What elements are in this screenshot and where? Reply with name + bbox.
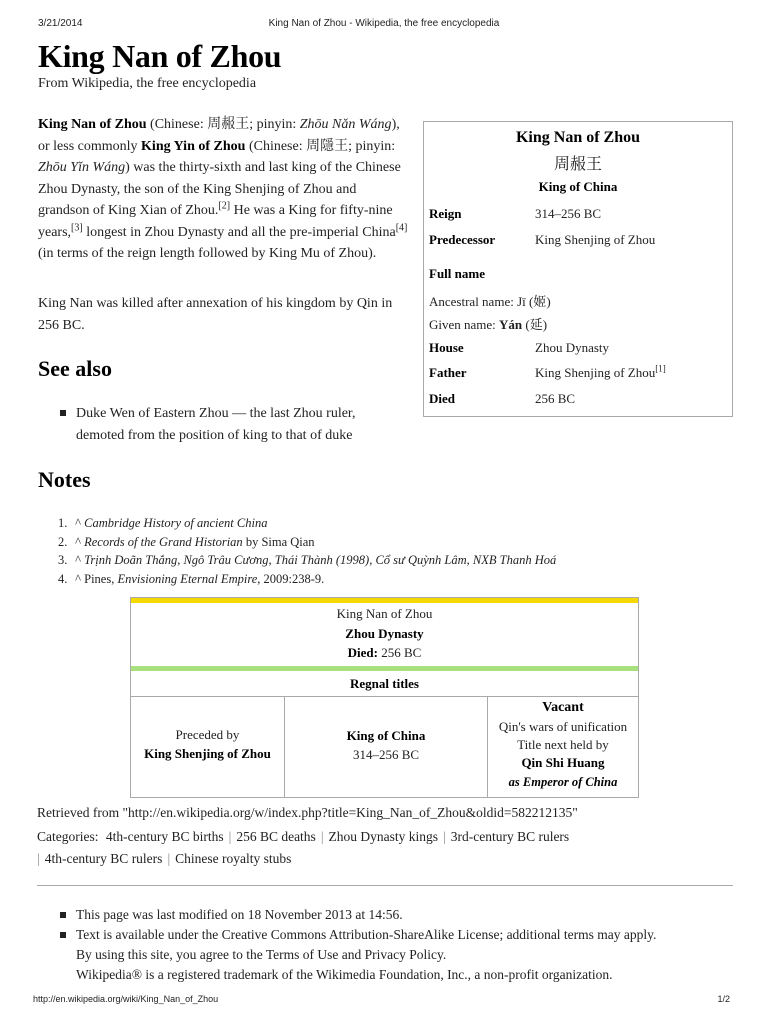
- infobox-row-house: [429, 340, 727, 360]
- intro-paragraph-2: King Nan was killed after annexation of his kingdom by Qin in 256 BC.: [38, 296, 393, 333]
- infobox-row-died: [429, 391, 727, 411]
- category-separator: |: [320, 829, 324, 844]
- note-text: Pines,: [84, 571, 118, 586]
- note-backlink[interactable]: ^: [75, 553, 81, 567]
- infobox-value-link[interactable]: King Shenjing of Zhou: [535, 365, 656, 380]
- terms-text: By using this site, you agree to the Terms of Use and Privacy Policy.: [76, 947, 447, 962]
- categories-label[interactable]: Categories:: [37, 829, 99, 844]
- citation-link[interactable]: [2]: [218, 200, 231, 212]
- note-text[interactable]: Records of the Grand Historian: [84, 534, 243, 549]
- see-also-heading: See also: [38, 356, 112, 381]
- succession-header-bar: [131, 598, 638, 603]
- infobox-row-reign: [429, 206, 727, 226]
- succession-succeeded-cell: [488, 697, 638, 797]
- intro-text: (in terms of the reign length followed by King Mu of Zhou).: [38, 246, 377, 261]
- category-link[interactable]: 256 BC deaths: [236, 829, 316, 844]
- note-backlink[interactable]: ^: [75, 516, 81, 530]
- note-text: Trịnh Doãn Thắng, Ngô Trâu Cương, Thái Thành (1998), Cổ sư Quỳnh Lâm, NXB Thanh Hoá: [84, 553, 557, 567]
- citation-link[interactable]: [3]: [71, 221, 83, 233]
- infobox-value: (延): [522, 317, 548, 332]
- intro-text: (Chinese: 周赧王; pinyin:: [146, 117, 300, 132]
- title-label[interactable]: King of China: [346, 728, 426, 743]
- notes-list: [58, 514, 556, 588]
- note-item: [58, 514, 556, 533]
- vacant-label: Vacant: [542, 700, 584, 715]
- site-tagline: From Wikipedia, the free encyclopedia: [38, 76, 257, 91]
- retrieved-from: Retrieved from "http://en.wikipedia.org/w/index.php?title=King_Nan_of_Zhou&oldid=582212135": [37, 805, 578, 820]
- print-header: [38, 18, 730, 32]
- print-url: http://en.wikipedia.org/wiki/King_Nan_of_Zhou: [33, 994, 219, 1004]
- intro-text: (Chinese: 周隱王; pinyin:: [245, 138, 396, 154]
- succession-title-cell: [285, 697, 488, 797]
- infobox-label: House: [429, 340, 464, 355]
- infobox-label: Given name:: [429, 317, 500, 332]
- category-link[interactable]: 4th-century BC births: [105, 829, 224, 844]
- category-separator: |: [37, 851, 40, 866]
- infobox-role[interactable]: King of China: [538, 179, 618, 194]
- succession-preceded-cell: [131, 697, 285, 797]
- pinyin-link[interactable]: Zhōu Yǐn Wáng: [38, 160, 126, 175]
- note-text: by Sima Qian: [242, 534, 315, 549]
- infobox-value-link[interactable]: Zhou Dynasty: [535, 340, 610, 355]
- intro-alt-name: King Yin of Zhou: [141, 138, 246, 154]
- category-separator: |: [443, 829, 446, 844]
- category-link[interactable]: 4th-century BC rulers: [44, 851, 163, 866]
- notes-heading: Notes: [38, 467, 91, 492]
- successor-link[interactable]: Qin Shi Huang: [521, 755, 605, 770]
- infobox-label: Father: [429, 365, 467, 380]
- intro-name: King Nan of Zhou: [38, 117, 147, 132]
- infobox-value: Jī (姬): [517, 294, 551, 309]
- infobox-value: 314–256 BC: [535, 206, 602, 221]
- succession-died-value: 256 BC: [378, 645, 422, 660]
- license-item: [58, 925, 728, 985]
- infobox-value: [535, 365, 666, 381]
- note-item: [58, 570, 556, 589]
- print-page-title: King Nan of Zhou - Wikipedia, the free encyclopedia: [268, 18, 500, 29]
- print-page-number: 1/2: [717, 994, 730, 1004]
- succession-dynasty[interactable]: Zhou Dynasty: [345, 626, 424, 641]
- intro-text: ), or less commonly: [38, 117, 400, 154]
- infobox-value: 256 BC: [535, 391, 576, 406]
- infobox-row-father: [429, 365, 727, 385]
- succession-name: King Nan of Zhou: [336, 606, 433, 621]
- citation-link[interactable]: [1]: [655, 363, 666, 374]
- infobox-given-name: [429, 314, 547, 333]
- infobox-value: Yán: [499, 317, 523, 332]
- infobox: [423, 121, 733, 417]
- predecessor-link[interactable]: King Shenjing of Zhou: [144, 746, 271, 761]
- infobox-title: King Nan of Zhou: [515, 129, 641, 146]
- trademark-text: Wikipedia® is a registered trademark of the Wikimedia Foundation, Inc., a non-profit organization.: [76, 967, 613, 982]
- category-separator: |: [167, 851, 171, 866]
- infobox-label: Ancestral name:: [429, 294, 518, 309]
- print-date: 3/21/2014: [38, 18, 83, 29]
- next-held-label: Title next held by: [517, 737, 609, 752]
- successor-as-label: as Emperor of China: [508, 775, 618, 789]
- note-item: [58, 551, 556, 570]
- see-also-item[interactable]: Duke Wen of Eastern Zhou — the last Zhou ruler, demoted from the position of king to that of duke: [58, 403, 378, 446]
- infobox-label: Predecessor: [429, 232, 496, 247]
- note-number: 4.: [58, 571, 68, 586]
- succession-box: [130, 597, 639, 798]
- infobox-full-name-label: Full name: [429, 266, 485, 281]
- footer-divider: [37, 885, 733, 886]
- note-number: 3.: [58, 553, 68, 567]
- page-title: King Nan of Zhou: [38, 38, 282, 74]
- infobox-row-predecessor: [429, 232, 727, 252]
- intro-text: longest in Zhou Dynasty and all the pre-imperial China: [82, 224, 396, 240]
- intro-text: He was a King for fifty-nine years,: [38, 203, 393, 240]
- note-text: , 2009:238-9.: [257, 571, 325, 586]
- infobox-label: Died: [429, 391, 455, 406]
- note-number: 1.: [58, 516, 68, 530]
- category-link[interactable]: Chinese royalty stubs: [175, 851, 292, 866]
- category-link[interactable]: 3rd-century BC rulers: [450, 829, 570, 844]
- note-number: 2.: [58, 534, 68, 549]
- title-years: 314–256 BC: [352, 747, 420, 762]
- infobox-ancestral-name: [429, 291, 551, 310]
- preceded-by-label: Preceded by: [175, 727, 240, 742]
- intro-paragraph: [38, 114, 410, 265]
- infobox-chinese-name: 周赧王: [553, 156, 602, 173]
- license-text: Text is available under the Creative Commons Attribution-ShareAlike License; additional terms may apply.: [76, 927, 657, 942]
- infobox-label: Reign: [429, 206, 462, 221]
- note-item: [58, 533, 556, 552]
- category-link[interactable]: Zhou Dynasty kings: [328, 829, 439, 844]
- note-text: Cambridge History of ancient China: [84, 516, 268, 530]
- see-also-list: [58, 403, 378, 446]
- category-separator: |: [228, 829, 232, 844]
- pinyin-link[interactable]: Zhōu Nǎn Wáng: [299, 117, 392, 132]
- regnal-titles-heading: Regnal titles: [131, 671, 638, 697]
- last-modified-item: This page was last modified on 18 November 2013 at 14:56.: [58, 905, 728, 925]
- print-footer: [33, 994, 730, 1008]
- succession-died: [131, 645, 638, 661]
- note-backlink[interactable]: ^: [75, 534, 81, 549]
- note-title: Envisioning Eternal Empire: [117, 571, 258, 586]
- categories-bar: [37, 826, 697, 870]
- succession-died-label: Died:: [347, 645, 378, 660]
- intro-text: ) was the thirty-sixth and last king of the Chinese Zhou Dynasty, the son of the King Shenjing of Zhou and grandson of King Xian of Zhou.: [38, 160, 401, 218]
- infobox-value-link[interactable]: King Shenjing of Zhou: [535, 232, 656, 247]
- citation-link[interactable]: [4]: [395, 221, 408, 233]
- wars-link[interactable]: Qin's wars of unification: [498, 719, 628, 734]
- note-backlink[interactable]: ^: [75, 571, 81, 586]
- footer-list: [58, 905, 728, 985]
